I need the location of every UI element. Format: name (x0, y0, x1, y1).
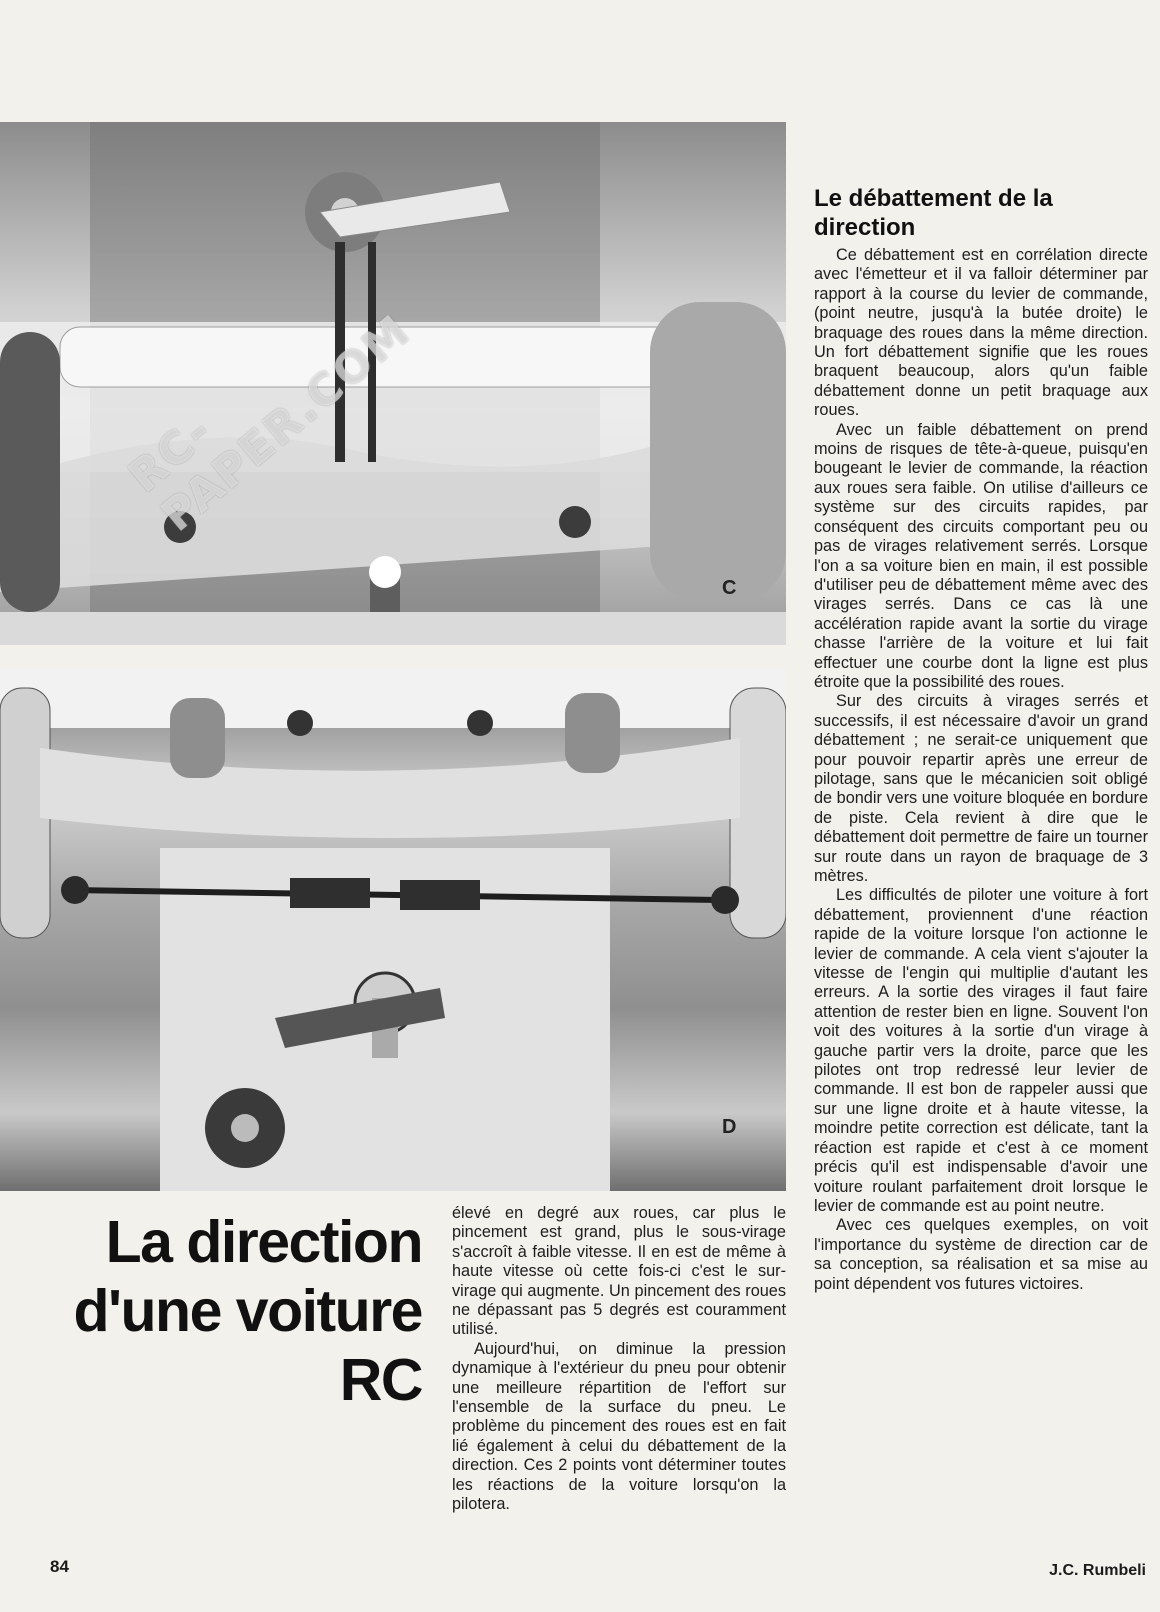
ghost-header-bleed (260, 20, 560, 90)
paragraph: Ce débattement est en corrélation directe avec l'émetteur et il va falloir déterminer par rapport à la course du levier de commande, (point neutre, jusqu'à la butée droite) le braquage des roues dans la même direction. Un fort débattement signifie que les roues braquent beaucoup, alors qu'un faible débattement donne un petit braquage aux roues. (814, 246, 1148, 420)
paragraph: Les difficultés de piloter une voiture à fort débattement, proviennent d'une réaction rapide de la voiture lorsque l'on actionne le levier de commande. A cela vient s'ajouter la vitesse de l'engin qui multiplie d'autant les erreurs. A la sortie des virages il faut faire attention de rester bien en ligne. Souvent l'on voit des voitures à la sortie d'un virage à gauche partir vers la droite, parce que les pilotes ont trop redressé leur levier de commande. Il est bon de rappeler aussi que sur une ligne droite et à haute vitesse, la moindre petite correction est délicate, tant la réaction est rapide et c'est à ce moment précis qu'il est indispensable d'avoir une voiture roulant parfaitement droit lorsque le levier de commande est au point neutre. (814, 886, 1148, 1215)
paragraph: Aujourd'hui, on diminue la pression dynamique à l'extérieur du pneu pour obtenir une meilleure répartition de l'effort sur l'ensemble de la surface du pneu. Le problème du pincement des roues est en fait lié également à celui du débattement de la direction. Ces 2 points vont déterminer toutes les réactions de la voiture lorsqu'on la pilotera. (452, 1339, 786, 1514)
author-signature: J.C. Rumbeli (1049, 1562, 1146, 1579)
paragraph: Avec ces quelques exemples, on voit l'importance du système de direction car de sa conception, sa réalisation et sa mise au point dépendent vos futures victoires. (814, 1216, 1148, 1293)
photo-steering-top (0, 122, 786, 645)
photo-label-d: D (722, 1116, 737, 1138)
photo-steering-bottom (0, 668, 786, 1191)
middle-column (452, 1204, 786, 1515)
photo-d-illustration (0, 668, 786, 1191)
watermark-text: RC-PAPER.COM (119, 305, 421, 542)
paragraph: Sur des circuits à virages serrés et successifs, il est nécessaire d'avoir un grand débattement ; ne serait-ce uniquement que pour pouvoir repartir après une erreur de pilotage, sans que le mécanicien soit obligé de bondir vers une voiture bloquée en bordure de piste. Cela revient à dire que le débattement doit permettre de faire un tourner sur route dans un rayon de braquage de 3 mètres. (814, 692, 1148, 885)
photo-label-c: C (722, 577, 737, 599)
paragraph: élevé en degré aux roues, car plus le pincement est grand, plus le sous-virage s'accroît à faible vitesse. Il en est de même à haute vitesse où cette fois-ci c'est le sur-virage qui augmente. Un pincement des roues ne dépassant pas 5 degrés est couramment utilisé. (452, 1204, 786, 1339)
article-title: La direction d'une voiture RC (73, 1209, 422, 1413)
photo-c-illustration (0, 122, 786, 645)
page-number: 84 (50, 1557, 69, 1576)
paragraph: Avec un faible débattement on prend moins de risques de tête-à-queue, puisqu'en bougeant le levier de commande, la réaction aux roues sera faible. On utilise d'ailleurs ce système sur des circuits rapides, par conséquent des circuits comportant peu ou pas de virages relativement serrés. Lorsque l'on a sa voiture bien en main, il est possible d'utiliser peu de débattement même avec des virages serrés. Dans ce cas là une accélération rapide avant la sortie du virage chasse l'arrière de la voiture et lui fait effectuer une courbe dont la ligne est plus étroite que la possibilité des roues. (814, 420, 1148, 691)
right-column (814, 246, 1148, 1294)
section-heading: Le débattement de la direction (814, 185, 1053, 241)
